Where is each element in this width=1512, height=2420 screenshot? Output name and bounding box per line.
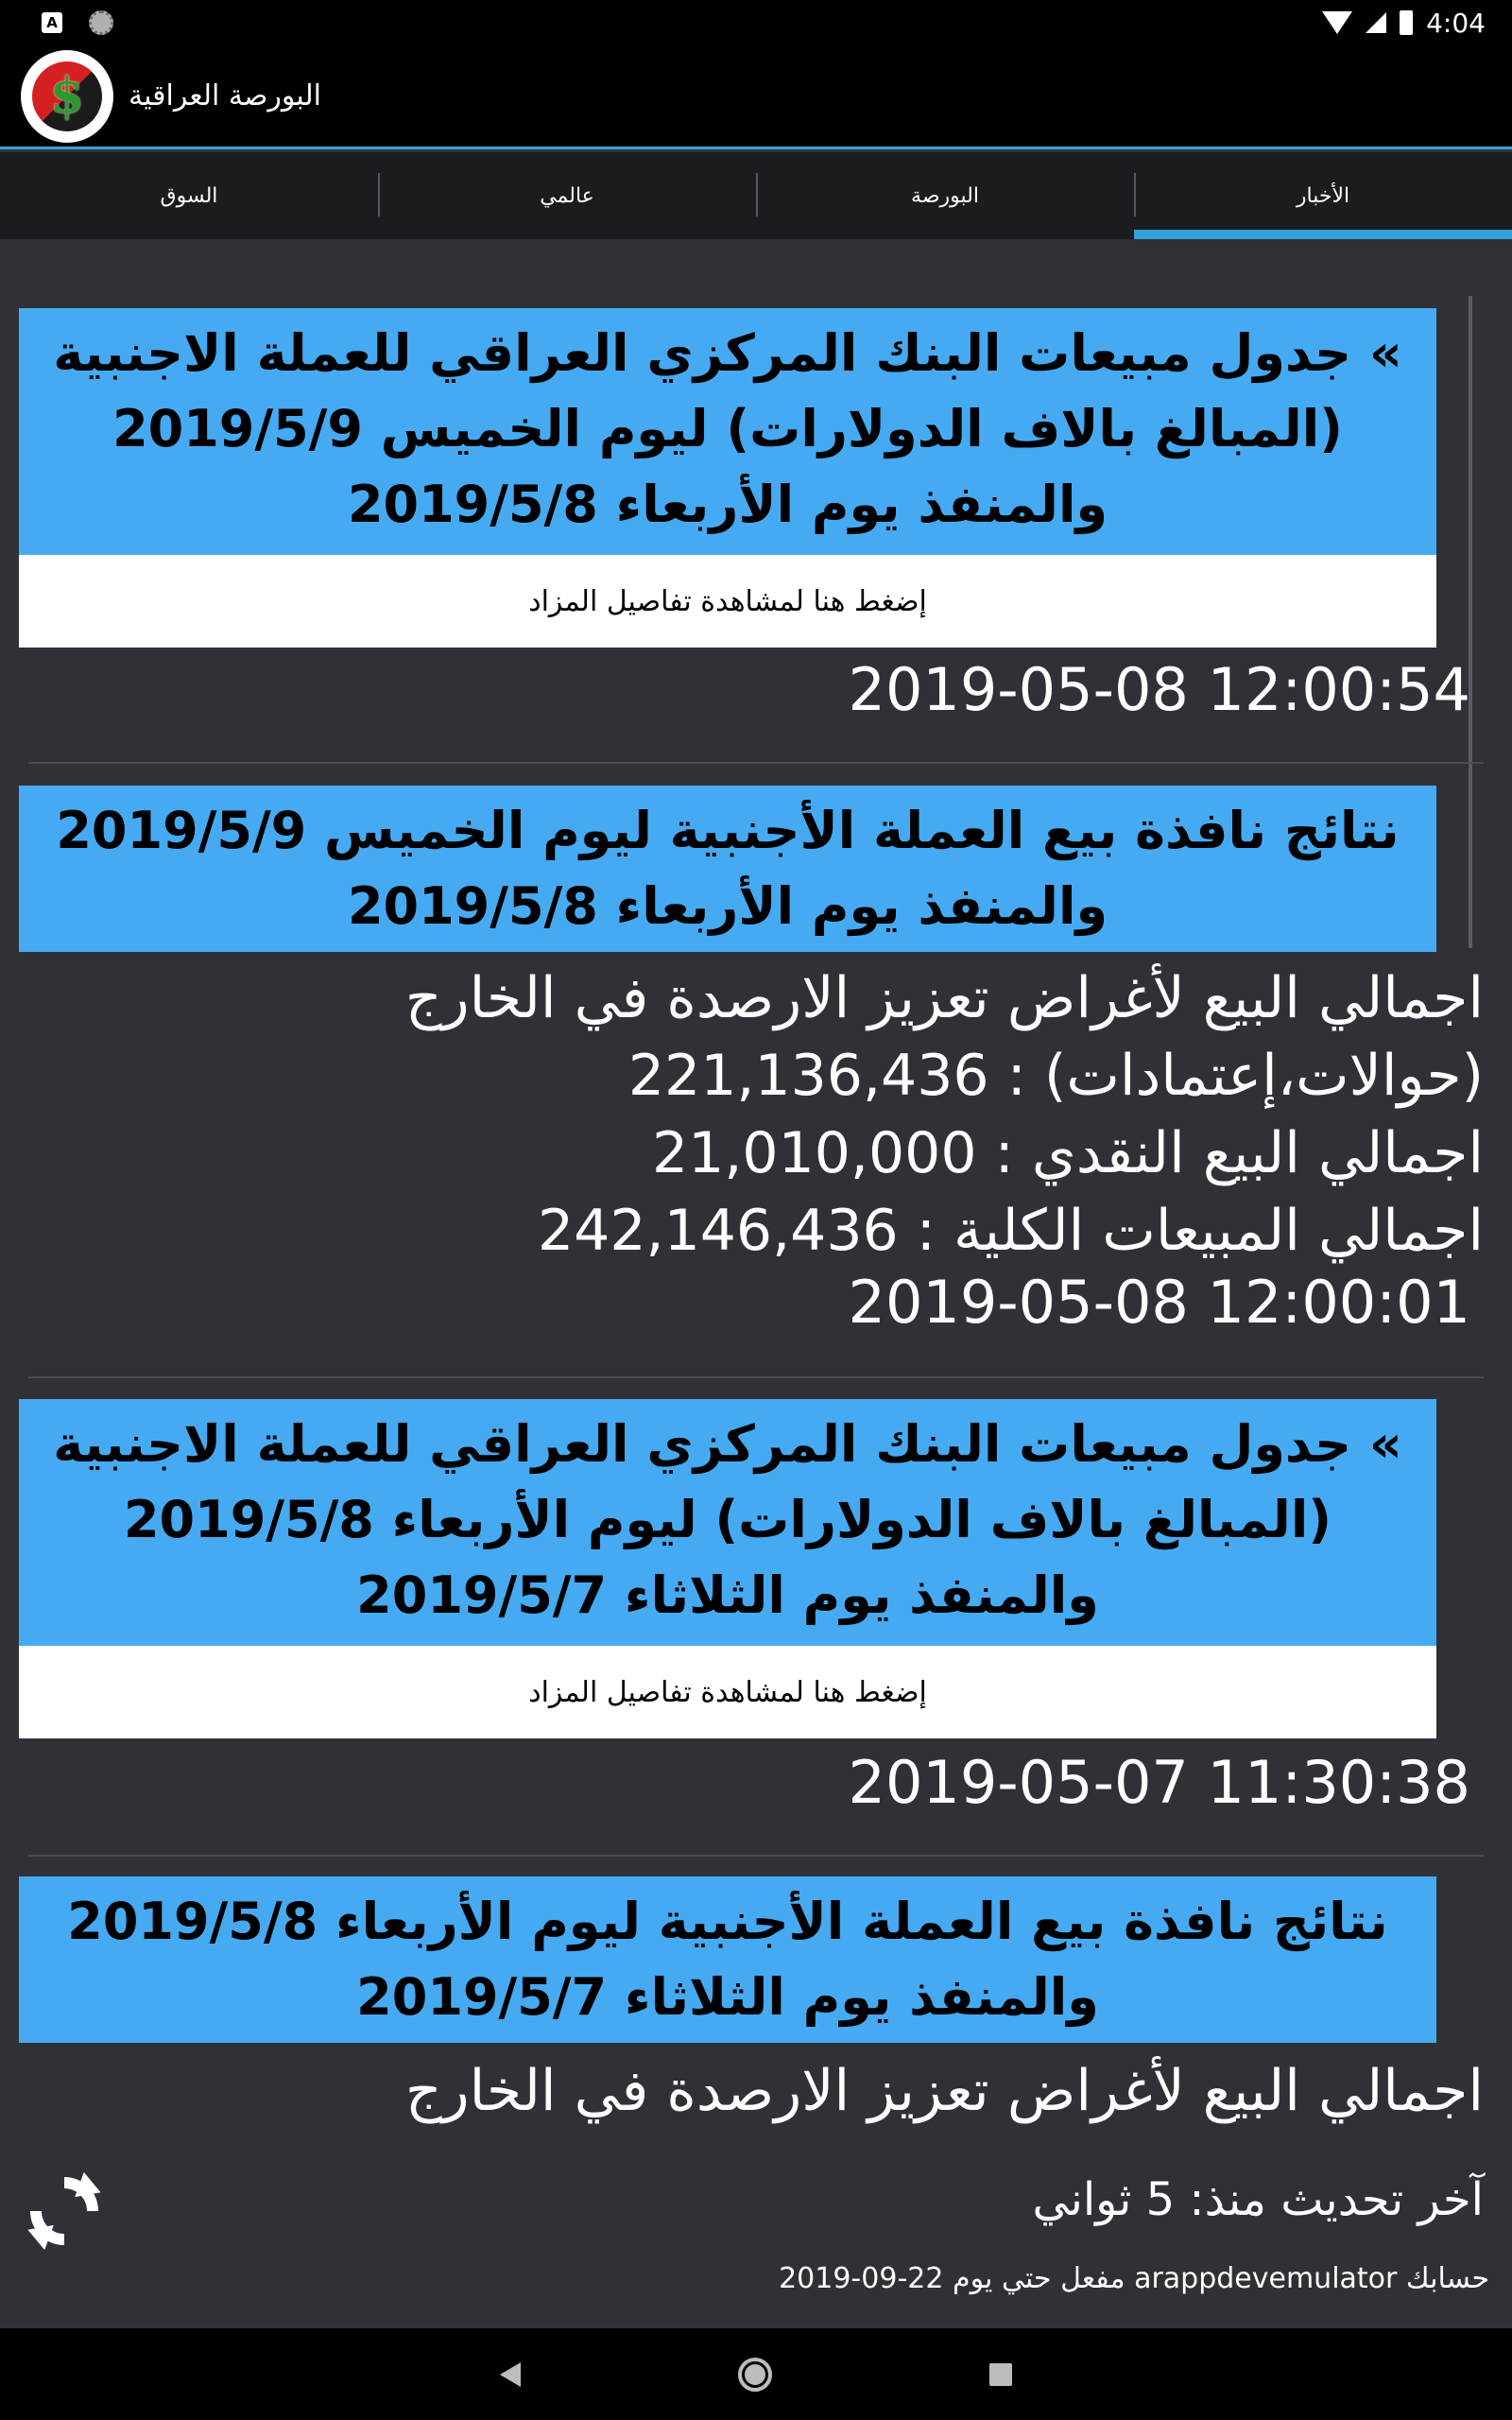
news-item-4-body (85, 2052, 1484, 2130)
news-feed[interactable] (0, 239, 1512, 2141)
status-time: 4:04 (1426, 7, 1486, 39)
news-item-1-title[interactable]: » جدول مبيعات البنك المركزي العراقي للعملة الاجنبية (المبالغ بالاف الدولارات) ليوم الخميس 2019/5/9 والمنفذ يوم الأربعاء 2019/5/8 (19, 308, 1436, 556)
notification-dot-icon (89, 10, 113, 35)
app-logo (21, 50, 113, 143)
news-item-2-title[interactable]: نتائج نافذة بيع العملة الأجنبية ليوم الخميس 2019/5/9 والمنفذ يوم الأربعاء 2019/5/8 (19, 786, 1436, 952)
tab-global[interactable]: عالمي (378, 152, 756, 239)
wifi-icon (1322, 11, 1352, 34)
app-bar (0, 45, 1512, 149)
logo-dollar-symbol: $ (49, 67, 85, 125)
news-item-2-date: 2019-05-08 12:00:01 (848, 1268, 1470, 1337)
news-item-1-link[interactable]: إضغط هنا لمشاهدة تفاصيل المزاد (19, 555, 1436, 648)
tab-news[interactable]: الأخبار (1134, 152, 1512, 239)
news-item-2-line-3: اجمالي المبيعات الكلية : 242,146,436 (537, 1198, 1484, 1264)
app-title: البورصة العراقية (129, 79, 321, 112)
news-item-2-line-2: اجمالي البيع النقدي : 21,010,000 (651, 1120, 1484, 1186)
notification-a-icon: A (42, 12, 62, 33)
tab-exchange[interactable]: البورصة (756, 152, 1134, 239)
news-item-3-date: 2019-05-07 11:30:38 (848, 1748, 1470, 1817)
news-item-3-title[interactable]: » جدول مبيعات البنك المركزي العراقي للعملة الاجنبية (المبالغ بالاف الدولارات) ليوم الأربعاء 2019/5/8 والمنفذ يوم الثلاثاء 2019/5/7 (19, 1399, 1436, 1647)
recent-apps-icon[interactable] (989, 2363, 1012, 2386)
news-item-2-line-1: اجمالي البيع لأغراض تعزيز الارصدة في الخارج (حوالات،إعتمادات) : 221,136,436 (404, 965, 1484, 1109)
divider (28, 1855, 1484, 1857)
scrollbar-thumb[interactable] (1469, 296, 1472, 948)
dollar-logo-icon (32, 61, 102, 131)
last-update-text: آخر تحديث منذ: 5 ثواني (1032, 2173, 1484, 2226)
news-item-4-line-1: اجمالي البيع لأغراض تعزيز الارصدة في الخارج (404, 2058, 1484, 2124)
back-icon[interactable] (500, 2362, 521, 2387)
footer (0, 2141, 1512, 2328)
tab-bar (0, 152, 1512, 239)
status-left (42, 10, 113, 35)
news-item-3-link[interactable]: إضغط هنا لمشاهدة تفاصيل المزاد (19, 1646, 1436, 1738)
signal-icon (1366, 12, 1386, 33)
system-nav-bar (0, 2328, 1512, 2420)
divider (28, 762, 1484, 764)
news-item-4-title[interactable]: نتائج نافذة بيع العملة الأجنبية ليوم الأربعاء 2019/5/8 والمنفذ يوم الثلاثاء 2019/5/7 (19, 1876, 1436, 2043)
divider (28, 1376, 1484, 1378)
home-icon-inner (745, 2364, 765, 2385)
status-bar (0, 0, 1512, 45)
refresh-icon[interactable] (23, 2169, 106, 2253)
home-icon[interactable] (738, 2358, 772, 2392)
news-item-1-date: 2019-05-08 12:00:54 (848, 655, 1470, 724)
battery-icon (1400, 10, 1413, 35)
status-right (1322, 8, 1486, 39)
account-status-text: حسابك arappdevemulator مفعل حتي يوم 22-09-2019 (779, 2262, 1489, 2295)
news-item-2-body (85, 959, 1484, 1270)
tab-market[interactable]: السوق (160, 183, 218, 208)
